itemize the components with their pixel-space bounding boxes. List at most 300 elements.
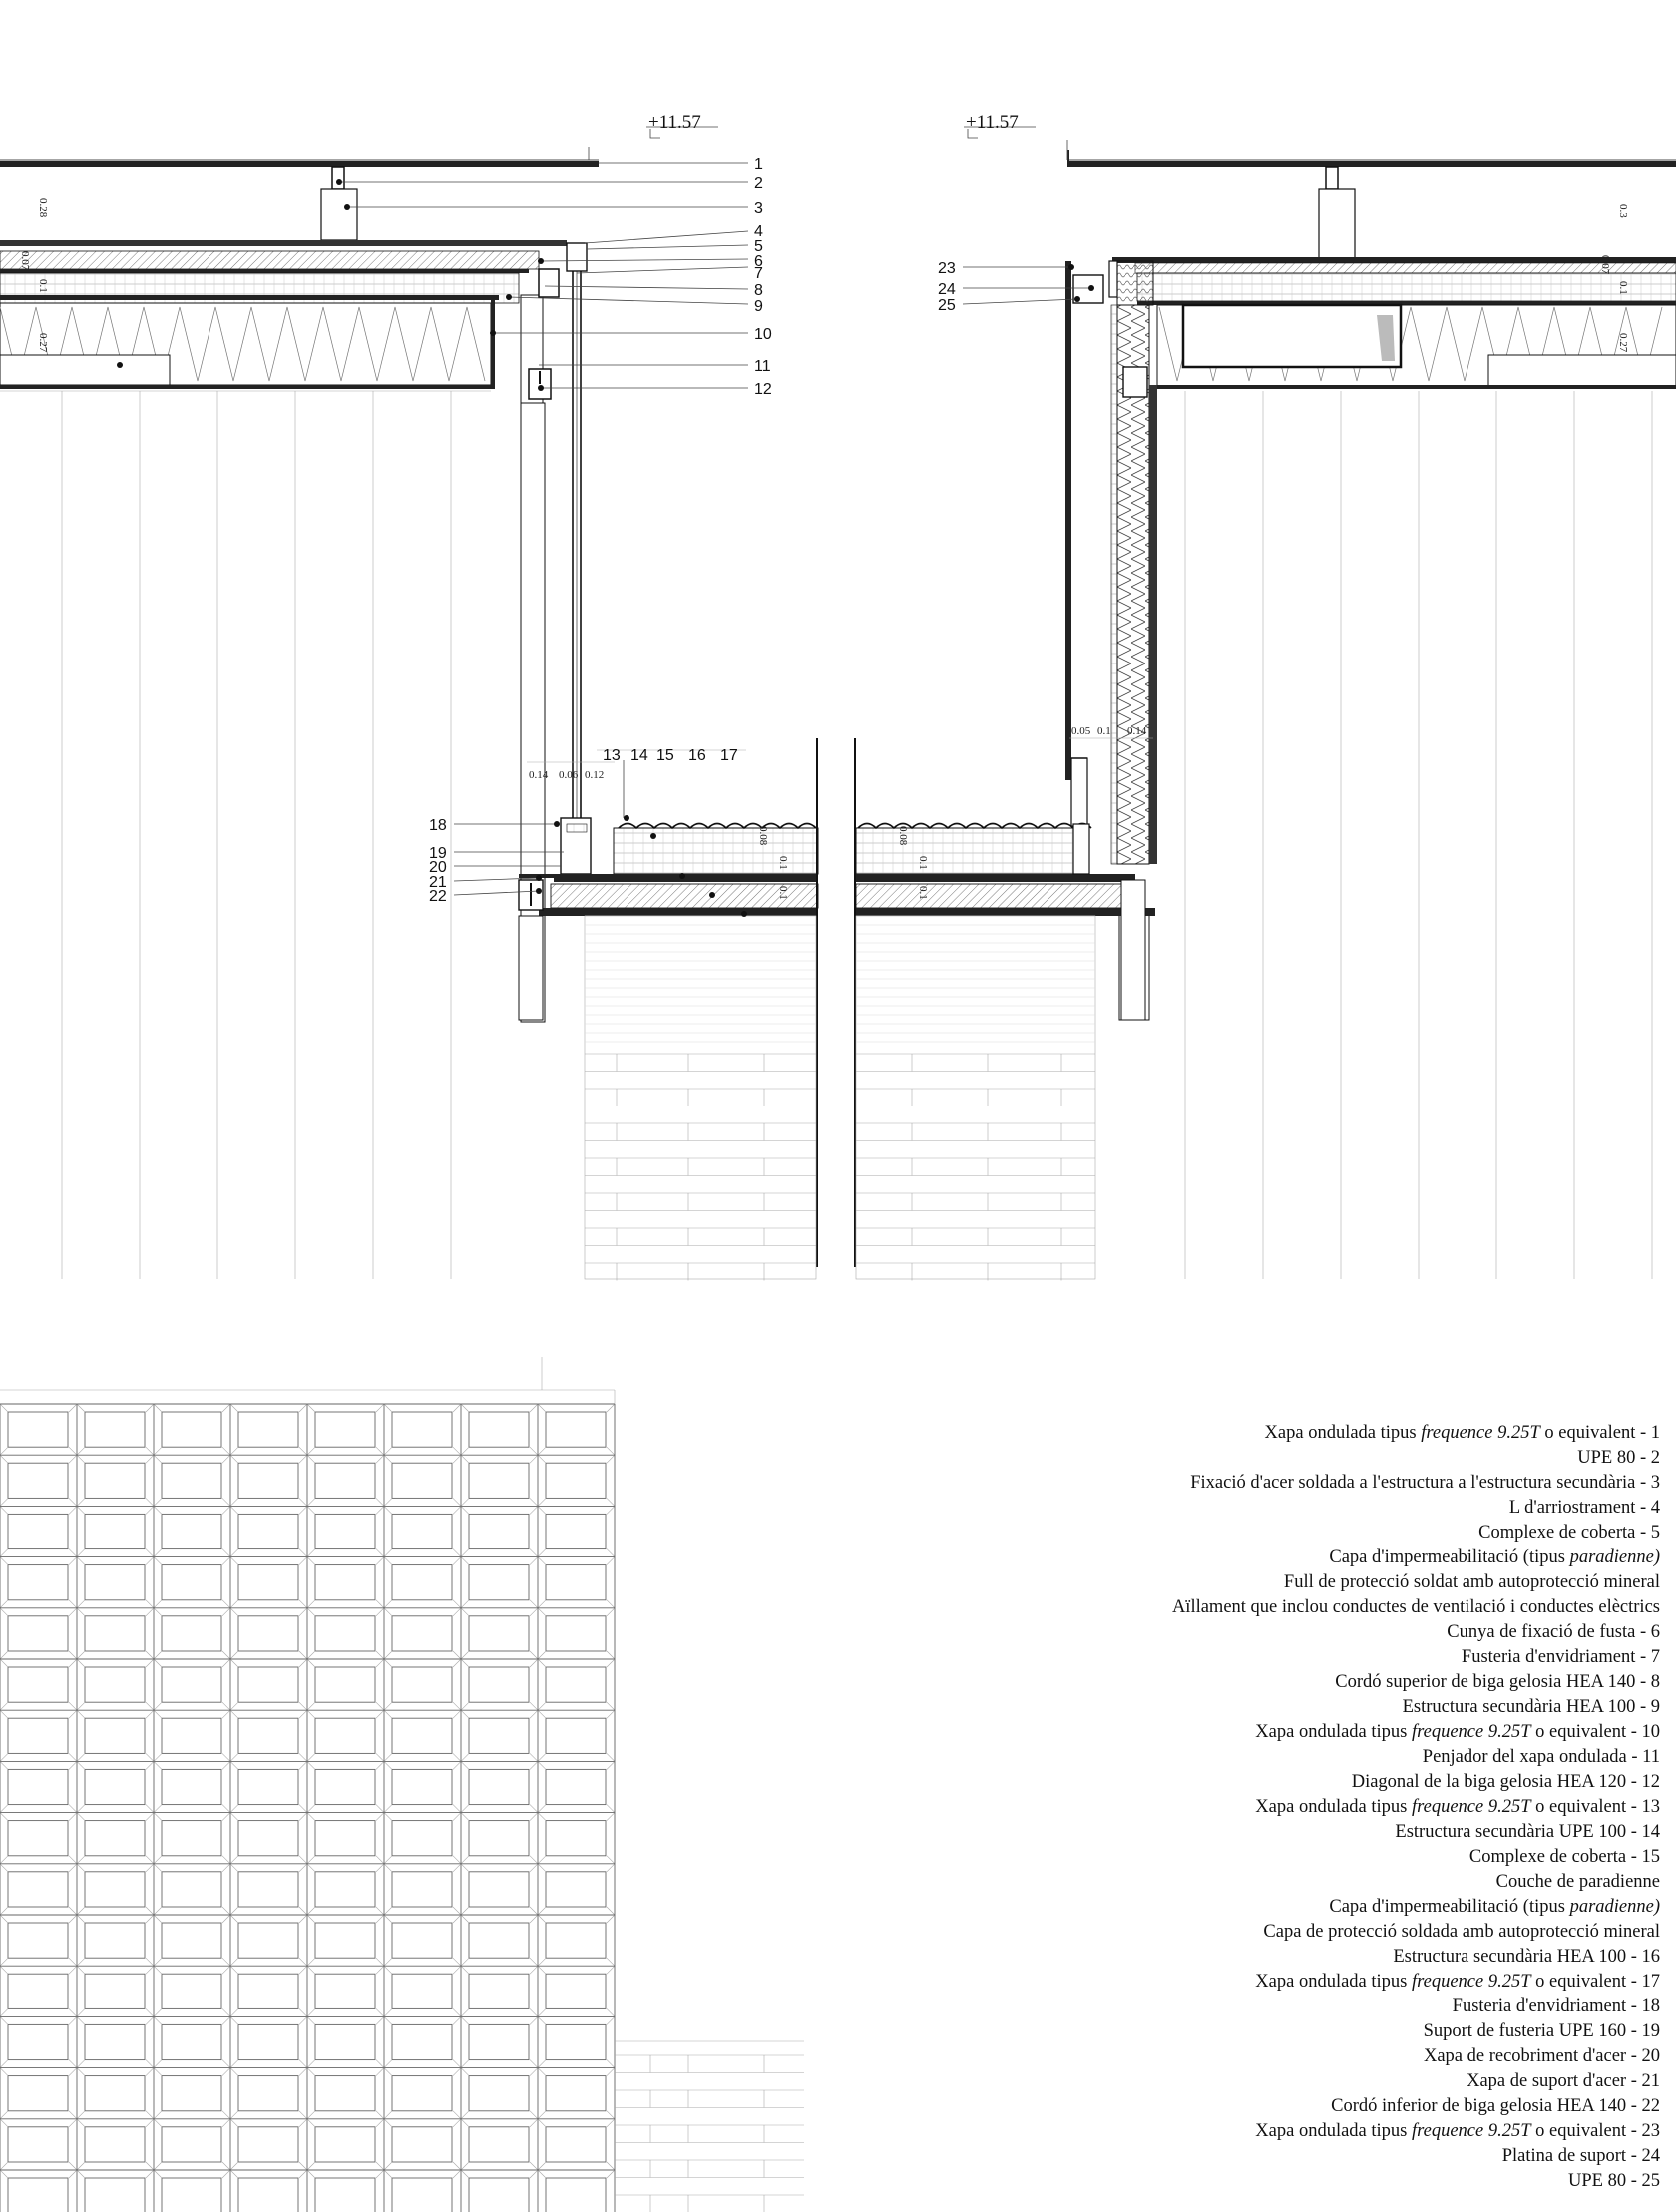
panel-bevel (530, 1702, 538, 1710)
legend-text: Estructura secundària UPE 100 - 14 (1395, 1822, 1660, 1842)
panel-bevel (607, 1710, 615, 1718)
panel-bevel (69, 1915, 77, 1923)
panel-bevel (299, 1557, 307, 1565)
panel-bevel (299, 1907, 307, 1915)
panel-bevel (299, 1608, 307, 1616)
legend-text: Aïllament que inclou conductes de ventilació i conductes elèctrics (1171, 1597, 1660, 1617)
panel-bevel (530, 2008, 538, 2016)
brick-frame (585, 916, 816, 1279)
panel-bevel (376, 2008, 384, 2016)
panel-bevel (299, 1761, 307, 1769)
facade-panel (238, 2024, 298, 2059)
legend-product-name: paradienne) (1569, 1548, 1660, 1567)
legend-text: Diagonal de la biga gelosia HEA 120 - 12 (1351, 1772, 1660, 1792)
panel-bevel (146, 1557, 154, 1565)
panel-bevel (146, 1761, 154, 1769)
facade-panel (162, 1718, 221, 1753)
facade-panel (85, 2127, 145, 2162)
facade-panel (392, 1667, 452, 1702)
right-steel-post (1319, 189, 1355, 258)
facade-panel (8, 1667, 68, 1702)
facade-panel (392, 1463, 452, 1498)
panel-bevel (538, 1506, 546, 1514)
legend-text: Cordó superior de biga gelosia HEA 140 - 8 (1335, 1672, 1660, 1692)
panel-bevel (461, 1455, 469, 1463)
panel-bevel (69, 1506, 77, 1514)
panel-bevel (384, 2008, 392, 2016)
panel-bevel (453, 1915, 461, 1923)
panel-bevel (69, 2068, 77, 2076)
panel-bevel (607, 2170, 615, 2178)
panel-bevel (530, 2119, 538, 2127)
panel-bevel (530, 1966, 538, 1974)
legend-text: Estructura secundària HEA 100 - 9 (1402, 1697, 1660, 1717)
panel-bevel (530, 2111, 538, 2119)
panel-bevel (154, 1608, 162, 1616)
facade-panel (546, 2178, 606, 2212)
facade-panel (315, 2178, 375, 2212)
panel-bevel (154, 1549, 162, 1557)
panel-bevel (376, 1549, 384, 1557)
panel-bevel (77, 1907, 85, 1915)
panel-bevel (230, 1608, 238, 1616)
legend-product-name: frequence 9.25T (1411, 2121, 1531, 2141)
panel-bevel (376, 1856, 384, 1864)
panel-bevel (384, 1659, 392, 1667)
facade-panel (238, 1667, 298, 1702)
panel-bevel (299, 2170, 307, 2178)
facade-panel (162, 2076, 221, 2111)
panel-bevel (154, 1498, 162, 1506)
panel-bevel (607, 1966, 615, 1974)
panel-bevel (222, 2162, 230, 2170)
panel-bevel (607, 1506, 615, 1514)
facade-panel (392, 1821, 452, 1856)
panel-bevel (461, 2008, 469, 2016)
legend-item (902, 2144, 1660, 2169)
panel-bevel (538, 1753, 546, 1761)
panel-bevel (453, 1651, 461, 1659)
panel-bevel (154, 1557, 162, 1565)
panel-bevel (607, 1856, 615, 1864)
panel-bevel (77, 1498, 85, 1506)
facade-panel (238, 1616, 298, 1651)
facade-panel (8, 1616, 68, 1651)
legend (902, 1421, 1660, 2194)
legend-text: Suport de fusteria UPE 160 - 19 (1423, 2021, 1660, 2041)
panel-bevel (384, 2060, 392, 2068)
facade-panel (546, 1463, 606, 1498)
legend-item (902, 1446, 1660, 1471)
panel-bevel (538, 1915, 546, 1923)
facade-panel (469, 1872, 529, 1907)
legend-item (902, 1695, 1660, 1720)
left-duct (0, 355, 170, 385)
panel-bevel (230, 2068, 238, 2076)
gutter-assembly (519, 738, 1155, 1267)
left-roof-complex (0, 251, 539, 269)
panel-bevel (77, 1805, 85, 1813)
panel-bevel (376, 1455, 384, 1463)
panel-bevel (384, 1864, 392, 1872)
panel-bevel (146, 1915, 154, 1923)
panel-bevel (154, 2111, 162, 2119)
legend-item (902, 1645, 1660, 1670)
facade-panel (162, 1412, 221, 1447)
panel-bevel (299, 1600, 307, 1608)
brick-frame (856, 916, 1095, 1279)
panel-bevel (453, 1966, 461, 1974)
panel-bevel (607, 1498, 615, 1506)
panel-bevel (307, 1958, 315, 1966)
panel-bevel (538, 1600, 546, 1608)
panel-bevel (376, 1958, 384, 1966)
panel-bevel (154, 2008, 162, 2016)
panel-bevel (307, 1813, 315, 1821)
panel-bevel (69, 1710, 77, 1718)
panel-bevel (299, 1710, 307, 1718)
legend-item (902, 1820, 1660, 1845)
facade-panel (8, 1565, 68, 1600)
panel-bevel (384, 1651, 392, 1659)
panel-bevel (453, 1864, 461, 1872)
legend-item (902, 1620, 1660, 1645)
legend-item (902, 1720, 1660, 1745)
panel-bevel (307, 1753, 315, 1761)
facade-panel (546, 1616, 606, 1651)
panel-bevel (538, 1557, 546, 1565)
panel-bevel (0, 2162, 8, 2170)
panel-bevel (222, 1907, 230, 1915)
panel-bevel (538, 2162, 546, 2170)
facade-panel (238, 1412, 298, 1447)
legend-item (902, 1570, 1660, 1595)
dim-left-v-2: 0.07 (19, 251, 31, 271)
panel-bevel (299, 1958, 307, 1966)
facade-panel (392, 2024, 452, 2059)
dim-left-h-3: 0.12 (585, 769, 605, 781)
panel-bevel (384, 2111, 392, 2119)
panel-bevel (607, 1864, 615, 1872)
callout-6: 6 (754, 253, 763, 270)
panel-bevel (453, 1659, 461, 1667)
facade-panel (162, 1872, 221, 1907)
facade-panel (8, 1514, 68, 1548)
panel-bevel (530, 1864, 538, 1872)
panel-bevel (146, 1805, 154, 1813)
legend-suffix: o equivalent - 1 (1539, 1423, 1660, 1443)
panel-bevel (146, 2111, 154, 2119)
callout-10: 10 (754, 326, 772, 343)
panel-bevel (607, 1805, 615, 1813)
facade-panel (392, 1514, 452, 1548)
facade-panel (546, 1923, 606, 1958)
panel-bevel (230, 1761, 238, 1769)
panel-bevel (230, 1915, 238, 1923)
panel-bevel (607, 1753, 615, 1761)
panel-bevel (538, 1710, 546, 1718)
legend-item (902, 1945, 1660, 1970)
panel-bevel (384, 1600, 392, 1608)
panel-bevel (299, 1651, 307, 1659)
panel-bevel (307, 1710, 315, 1718)
panel-bevel (0, 1864, 8, 1872)
panel-bevel (222, 1761, 230, 1769)
panel-bevel (222, 1915, 230, 1923)
legend-item (902, 1970, 1660, 1994)
panel-bevel (146, 1447, 154, 1455)
legend-item (902, 1595, 1660, 1620)
facade-panel (162, 1974, 221, 2008)
panel-bevel (538, 1805, 546, 1813)
panel-bevel (453, 1958, 461, 1966)
panel-bevel (146, 1600, 154, 1608)
panel-bevel (461, 1506, 469, 1514)
panel-bevel (146, 1702, 154, 1710)
facade-panel (546, 1974, 606, 2008)
panel-bevel (154, 2060, 162, 2068)
panel-bevel (607, 1557, 615, 1565)
panel-bevel (146, 2170, 154, 2178)
panel-bevel (453, 1498, 461, 1506)
panel-bevel (230, 1856, 238, 1864)
dim-right-h-3: 0.14 (1127, 725, 1147, 737)
panel-bevel (154, 1600, 162, 1608)
legend-text: Xapa ondulada tipus (1255, 1797, 1412, 1817)
panel-bevel (77, 2119, 85, 2127)
panel-bevel (453, 1805, 461, 1813)
panel-bevel (607, 2060, 615, 2068)
callout-7: 7 (754, 265, 763, 282)
panel-bevel (222, 1549, 230, 1557)
panel-bevel (461, 2016, 469, 2024)
panel-bevel (154, 1702, 162, 1710)
brick-grid-lower (615, 2041, 804, 2212)
right-wall-lines (1185, 391, 1652, 1279)
panel-bevel (453, 1557, 461, 1565)
facade-panel (8, 1923, 68, 1958)
legend-text: UPE 80 - 2 (1577, 1448, 1660, 1468)
panel-bevel (530, 2016, 538, 2024)
facade-panel (85, 1974, 145, 2008)
facade-panel (238, 2127, 298, 2162)
facade-panel (238, 1821, 298, 1856)
panel-bevel (530, 1498, 538, 1506)
legend-text: Penjador del xapa ondulada - 11 (1422, 1747, 1660, 1767)
panel-bevel (230, 1447, 238, 1455)
facade-panel (85, 2076, 145, 2111)
panel-bevel (146, 1966, 154, 1974)
panel-bevel (0, 1600, 8, 1608)
panel-bevel (461, 1856, 469, 1864)
panel-bevel (146, 2068, 154, 2076)
facade-panel (546, 2024, 606, 2059)
dim-right-h-1: 0.05 (1071, 725, 1091, 737)
level-right: +11.57 (966, 112, 1019, 133)
legend-text: Fusteria d'envidriament - 18 (1452, 1996, 1660, 2016)
legend-item (902, 1845, 1660, 1870)
panel-bevel (146, 1907, 154, 1915)
panel-bevel (154, 1710, 162, 1718)
panel-bevel (538, 1549, 546, 1557)
panel-bevel (146, 2060, 154, 2068)
panel-bevel (230, 2008, 238, 2016)
facade-panel (546, 2127, 606, 2162)
facade-panel (315, 1616, 375, 1651)
dim-gutter-l-2: 0.1 (777, 856, 789, 870)
panel-bevel (453, 2170, 461, 2178)
panel-bevel (222, 1856, 230, 1864)
panel-bevel (376, 2170, 384, 2178)
panel-bevel (307, 2162, 315, 2170)
panel-bevel (154, 2162, 162, 2170)
panel-bevel (607, 2016, 615, 2024)
facade-panel (469, 1412, 529, 1447)
facade-panel (315, 1565, 375, 1600)
panel-bevel (538, 1659, 546, 1667)
panel-bevel (154, 1404, 162, 1412)
legend-text: Complexe de coberta - 15 (1468, 1847, 1660, 1867)
legend-text: Xapa ondulada tipus (1255, 1972, 1412, 1991)
dimension-guides (527, 738, 1153, 762)
panel-bevel (307, 1805, 315, 1813)
panel-bevel (538, 2060, 546, 2068)
panel-bevel (384, 1506, 392, 1514)
panel-bevel (222, 2008, 230, 2016)
legend-text: Xapa ondulada tipus (1255, 1722, 1412, 1742)
panel-bevel (222, 1608, 230, 1616)
legend-text: Cunya de fixació de fusta - 6 (1447, 1622, 1660, 1642)
facade-panel (546, 1565, 606, 1600)
callout-13: 13 (603, 747, 621, 764)
facade-panel (238, 1923, 298, 1958)
legend-text: L d'arriostrament - 4 (1508, 1498, 1660, 1518)
panel-bevel (461, 2060, 469, 2068)
panel-bevel (0, 1753, 8, 1761)
panel-bevel (69, 1549, 77, 1557)
panel-bevel (146, 2162, 154, 2170)
facade-panel (392, 1872, 452, 1907)
brick-grid-middle (585, 916, 1095, 1281)
facade-panel (469, 1616, 529, 1651)
panel-bevel (384, 1404, 392, 1412)
panel-bevel (146, 2016, 154, 2024)
facade-panel (162, 2024, 221, 2059)
panel-bevel (453, 2016, 461, 2024)
dim-gutter-l-1: 0.08 (757, 826, 769, 846)
panel-bevel (453, 1856, 461, 1864)
panel-bevel (77, 2162, 85, 2170)
panel-bevel (222, 1753, 230, 1761)
panel-bevel (530, 1805, 538, 1813)
panel-bevel (146, 1958, 154, 1966)
callout-25: 25 (938, 297, 956, 314)
panel-bevel (376, 2162, 384, 2170)
legend-text: Couche de paradienne (1495, 1872, 1660, 1892)
dim-left-v-1: 0.28 (37, 198, 49, 218)
right-duct-small (1488, 355, 1676, 387)
facade-panel (392, 2178, 452, 2212)
left-hea-22 (519, 916, 543, 1020)
facade-panel (469, 1514, 529, 1548)
panel-bevel (0, 2111, 8, 2119)
panel-bevel (77, 2111, 85, 2119)
legend-text: UPE 80 - 25 (1568, 2171, 1660, 2191)
legend-item (902, 1870, 1660, 1895)
facade-elevation (0, 1357, 615, 2212)
right-hea-column (1121, 880, 1145, 1020)
panel-bevel (146, 1549, 154, 1557)
legend-product-name: frequence 9.25T (1421, 1423, 1540, 1443)
panel-bevel (0, 2060, 8, 2068)
panel-bevel (607, 1761, 615, 1769)
panel-bevel (69, 1702, 77, 1710)
facade-panel (315, 1769, 375, 1804)
callout-5: 5 (754, 238, 763, 255)
panel-bevel (69, 1600, 77, 1608)
facade-panel (162, 1667, 221, 1702)
facade-panel (469, 1821, 529, 1856)
legend-text: Cordó inferior de biga gelosia HEA 140 - 22 (1331, 2096, 1660, 2116)
panel-bevel (154, 1864, 162, 1872)
facade-panel (546, 1412, 606, 1447)
panel-bevel (69, 1813, 77, 1821)
panel-bevel (77, 2060, 85, 2068)
legend-item (902, 2019, 1660, 2044)
panel-bevel (461, 1498, 469, 1506)
facade-panel (162, 1514, 221, 1548)
panel-bevel (77, 1702, 85, 1710)
callout-21: 21 (429, 874, 447, 891)
dim-right-v-4: 0.27 (1617, 333, 1629, 353)
panel-bevel (230, 1659, 238, 1667)
panel-bevel (69, 2162, 77, 2170)
panel-bevel (146, 1753, 154, 1761)
panel-bevel (384, 1702, 392, 1710)
panel-bevel (461, 2162, 469, 2170)
panel-bevel (453, 1549, 461, 1557)
panel-bevel (376, 1447, 384, 1455)
panel-bevel (77, 1447, 85, 1455)
panel-bevel (0, 2008, 8, 2016)
panel-bevel (222, 1498, 230, 1506)
facade-panel (85, 1514, 145, 1548)
panel-bevel (461, 1966, 469, 1974)
legend-product-name: paradienne) (1569, 1897, 1660, 1917)
callout-20: 20 (429, 859, 447, 876)
panel-bevel (453, 1506, 461, 1514)
panel-bevel (299, 2008, 307, 2016)
panel-bevel (222, 1455, 230, 1463)
panel-bevel (77, 1404, 85, 1412)
legend-text: Capa d'impermeabilitació (tipus (1329, 1897, 1570, 1917)
panel-bevel (453, 2060, 461, 2068)
panel-bevel (222, 1864, 230, 1872)
panel-bevel (530, 2068, 538, 2076)
callout-8: 8 (754, 282, 763, 299)
legend-product-name: frequence 9.25T (1411, 1972, 1531, 1991)
panel-bevel (0, 1404, 8, 1412)
panel-bevel (0, 1498, 8, 1506)
panel-bevel (0, 1651, 8, 1659)
facade-panel (546, 1718, 606, 1753)
panel-bevel (154, 1915, 162, 1923)
panel-bevel (154, 2068, 162, 2076)
legend-item (902, 1521, 1660, 1546)
facade-panel (85, 1769, 145, 1804)
panel-bevel (384, 1455, 392, 1463)
legend-item (902, 2044, 1660, 2069)
